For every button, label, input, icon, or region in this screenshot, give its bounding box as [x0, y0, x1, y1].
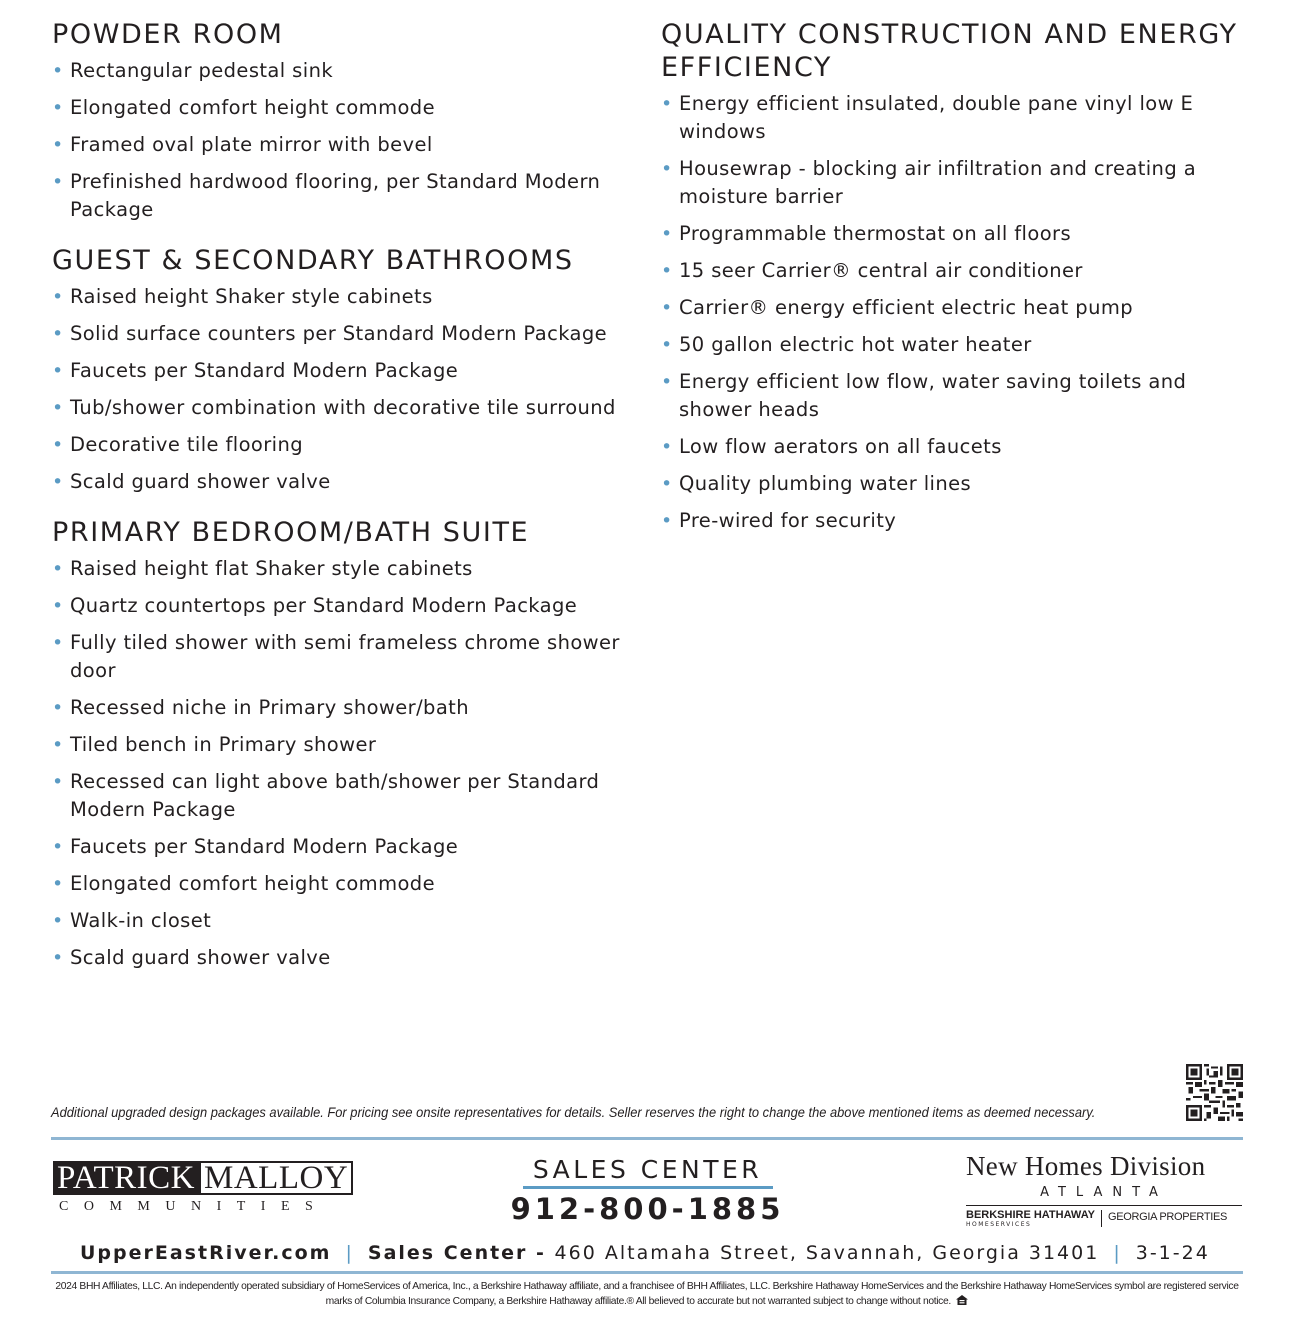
patrick-malloy-logo[interactable] — [53, 1161, 353, 1215]
bullet-icon: • — [52, 323, 64, 345]
feature-text: Scald guard shower valve — [70, 470, 331, 493]
feature-text: Quartz countertops per Standard Modern Package — [70, 594, 578, 617]
revision-date: 3-1-24 — [1135, 1242, 1210, 1264]
bullet-icon: • — [52, 60, 64, 82]
separator: | — [345, 1242, 354, 1264]
feature-item — [661, 368, 1251, 424]
bullet-icon: • — [661, 473, 673, 495]
feature-text: Recessed can light above bath/shower per Standard Modern Package — [70, 770, 600, 821]
bullet-icon: • — [661, 260, 673, 282]
separator: | — [1113, 1242, 1122, 1264]
nhd-title: New Homes Division — [966, 1151, 1206, 1181]
bullet-icon: • — [52, 734, 64, 756]
sales-center-block — [505, 1154, 790, 1227]
feature-item — [52, 431, 642, 459]
feature-item — [661, 155, 1251, 211]
feature-item — [661, 507, 1251, 535]
logo-word-malloy: MALLOY — [199, 1161, 353, 1195]
feature-item — [661, 331, 1251, 359]
feature-text: Recessed niche in Primary shower/bath — [70, 696, 469, 719]
section-heading: QUALITY CONSTRUCTION AND ENERGY EFFICIENCY — [661, 19, 1238, 83]
address-line — [80, 1240, 1210, 1266]
feature-list — [52, 555, 642, 972]
feature-item — [52, 731, 642, 759]
feature-item — [52, 468, 642, 496]
feature-text: Low flow aerators on all faucets — [679, 435, 1002, 458]
feature-item — [661, 433, 1251, 461]
logo-word-patrick: PATRICK — [53, 1161, 199, 1195]
feature-text: Faucets per Standard Modern Package — [70, 835, 459, 858]
bullet-icon: • — [661, 223, 673, 245]
feature-text: Housewrap - blocking air infiltration and creating a moisture barrier — [679, 157, 1197, 208]
bullet-icon: • — [661, 436, 673, 458]
feature-item — [661, 257, 1251, 285]
bullet-icon: • — [52, 632, 64, 654]
qr-code-icon[interactable] — [1186, 1064, 1243, 1121]
feature-text: 50 gallon electric hot water heater — [679, 333, 1032, 356]
section — [52, 516, 642, 972]
feature-item — [52, 168, 642, 224]
bullet-icon: • — [52, 434, 64, 456]
disclaimer: Additional upgraded design packages available. For pricing see onsite representatives for details. Seller reserves the right to change the above mentioned items as deemed necessary. — [51, 1104, 1096, 1120]
feature-item — [52, 768, 642, 824]
feature-item — [52, 94, 642, 122]
feature-text: Pre-wired for security — [679, 509, 897, 532]
feature-text: Programmable thermostat on all floors — [679, 222, 1072, 245]
feature-item — [52, 944, 642, 972]
feature-item — [52, 555, 642, 583]
bh-brand-sub: HOMESERVICES — [966, 1221, 1032, 1228]
feature-item — [52, 907, 642, 935]
right-column — [661, 18, 1251, 555]
feature-text: Raised height flat Shaker style cabinets — [70, 557, 473, 580]
bullet-icon: • — [52, 558, 64, 580]
bh-region: GEORGIA PROPERTIES — [1107, 1211, 1228, 1223]
feature-text: Raised height Shaker style cabinets — [70, 285, 433, 308]
feature-text: Faucets per Standard Modern Package — [70, 359, 459, 382]
section — [661, 18, 1251, 535]
feature-item — [52, 357, 642, 385]
feature-list — [52, 57, 642, 224]
bullet-icon: • — [52, 171, 64, 193]
legal-text: 2024 BHH Affiliates, LLC. An independently operated subsidiary of HomeServices of America, Inc., a Berkshire Hathaway affiliate, and a franchisee of BHH Affiliates, LLC. Berkshire Hathaway HomeServices and the Berkshire Hathaway HomeServices symbol are registered service marks of Columbia Insurance Company, a Berkshire Hathaway affiliate.® All believed to accurate but not warranted subject to change without notice. — [55, 1281, 1239, 1307]
feature-text: Prefinished hardwood flooring, per Standard Modern Package — [70, 170, 601, 221]
feature-text: Solid surface counters per Standard Modern Package — [70, 322, 608, 345]
bullet-icon: • — [52, 771, 64, 793]
feature-text: Scald guard shower valve — [70, 946, 331, 969]
bullet-icon: • — [52, 286, 64, 308]
sales-center-address: 460 Altamaha Street, Savannah, Georgia 31401 — [554, 1242, 1100, 1264]
feature-text: Framed oval plate mirror with bevel — [70, 133, 433, 156]
feature-item — [52, 57, 642, 85]
feature-item — [661, 90, 1251, 146]
divider-rule-top — [51, 1137, 1243, 1140]
feature-list — [52, 283, 642, 496]
sales-center-phone[interactable]: 912-800-1885 — [510, 1192, 785, 1226]
feature-text: Energy efficient low flow, water saving toilets and shower heads — [679, 370, 1187, 421]
bullet-icon: • — [52, 134, 64, 156]
sales-center-rule — [523, 1186, 773, 1189]
feature-item — [52, 131, 642, 159]
feature-text: Energy efficient insulated, double pane vinyl low E windows — [679, 92, 1194, 143]
bullet-icon: • — [52, 873, 64, 895]
bullet-icon: • — [52, 97, 64, 119]
feature-text: Tub/shower combination with decorative tile surround — [70, 396, 616, 419]
feature-text: Walk-in closet — [70, 909, 212, 932]
bullet-icon: • — [661, 371, 673, 393]
feature-item — [52, 592, 642, 620]
feature-text: Elongated comfort height commode — [70, 872, 435, 895]
section-heading: GUEST & SECONDARY BATHROOMS — [52, 245, 574, 276]
feature-item — [52, 629, 642, 685]
bullet-icon: • — [661, 158, 673, 180]
bullet-icon: • — [661, 510, 673, 532]
section — [52, 244, 642, 496]
bullet-icon: • — [52, 595, 64, 617]
bullet-icon: • — [52, 360, 64, 382]
bullet-icon: • — [661, 334, 673, 356]
bullet-icon: • — [52, 471, 64, 493]
feature-text: Carrier® energy efficient electric heat pump — [679, 296, 1134, 319]
legal-notice — [51, 1279, 1243, 1309]
bullet-icon: • — [52, 836, 64, 858]
section-heading: PRIMARY BEDROOM/BATH SUITE — [52, 517, 530, 548]
feature-text: Tiled bench in Primary shower — [70, 733, 377, 756]
feature-text: Rectangular pedestal sink — [70, 59, 334, 82]
left-column — [52, 18, 642, 992]
new-homes-division-logo[interactable] — [966, 1151, 1242, 1228]
feature-text: Elongated comfort height commode — [70, 96, 435, 119]
feature-item — [661, 220, 1251, 248]
sales-center-address-label: Sales Center - — [367, 1242, 555, 1264]
feature-item — [661, 294, 1251, 322]
equal-housing-icon — [956, 1295, 968, 1305]
nhd-city: ATLANTA — [966, 1181, 1242, 1206]
bullet-icon: • — [661, 297, 673, 319]
feature-item — [52, 833, 642, 861]
bh-brand: BERKSHIRE HATHAWAY — [966, 1209, 1095, 1221]
bullet-icon: • — [52, 697, 64, 719]
feature-item — [661, 470, 1251, 498]
feature-text: Fully tiled shower with semi frameless chrome shower door — [70, 631, 620, 682]
logo-communities: COMMUNITIES — [59, 1199, 329, 1214]
bullet-icon: • — [52, 947, 64, 969]
feature-text: Quality plumbing water lines — [679, 472, 972, 495]
feature-item — [52, 320, 642, 348]
sales-center-label: SALES CENTER — [532, 1155, 763, 1184]
section — [52, 18, 642, 224]
feature-item — [52, 870, 642, 898]
feature-item — [52, 394, 642, 422]
bh-separator — [1101, 1210, 1102, 1227]
feature-list — [661, 90, 1251, 535]
section-heading: POWDER ROOM — [52, 19, 284, 50]
feature-item — [52, 283, 642, 311]
feature-item — [52, 694, 642, 722]
website-link[interactable]: UpperEastRiver.com — [80, 1242, 332, 1264]
divider-rule-bottom — [51, 1271, 1243, 1274]
bullet-icon: • — [52, 397, 64, 419]
feature-text: 15 seer Carrier® central air conditioner — [679, 259, 1083, 282]
bullet-icon: • — [661, 93, 673, 115]
bullet-icon: • — [52, 910, 64, 932]
feature-text: Decorative tile flooring — [70, 433, 304, 456]
